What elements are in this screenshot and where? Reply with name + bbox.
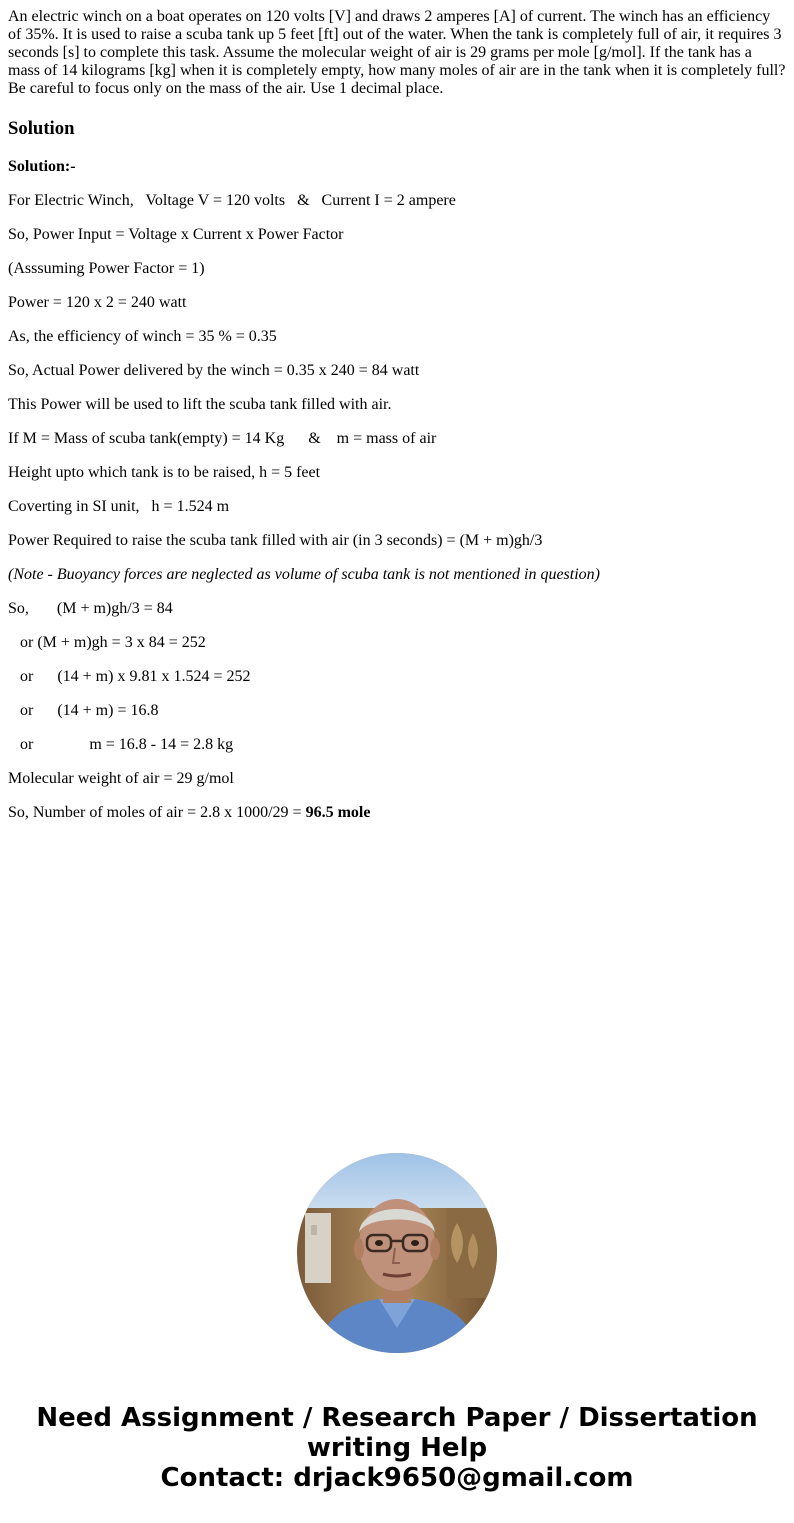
solution-step: If M = Mass of scuba tank(empty) = 14 Kg & m = mass of air: [8, 430, 437, 447]
solution-step: Height upto which tank is to be raised, h = 5 feet: [8, 464, 321, 481]
solution-step: As, the efficiency of winch = 35 % = 0.35: [8, 328, 277, 345]
solution-step: Coverting in SI unit, h = 1.524 m: [8, 498, 230, 515]
solution-label: Solution:-: [8, 158, 76, 175]
avatar-portrait-icon: [297, 1153, 497, 1353]
promo-line: writing Help: [306, 1433, 488, 1463]
promo-banner: [0, 1403, 794, 1493]
solution-step: (Asssuming Power Factor = 1): [8, 260, 205, 277]
solution-step: or m = 16.8 - 14 = 2.8 kg: [8, 736, 234, 753]
buoyancy-note: (Note - Buoyancy forces are neglected as volume of scuba tank is not mentioned in question): [8, 566, 600, 583]
solution-step: Molecular weight of air = 29 g/mol: [8, 770, 234, 787]
solution-step: Power Required to raise the scuba tank filled with air (in 3 seconds) = (M + m)gh/3: [8, 532, 543, 549]
solution-step: So, Actual Power delivered by the winch = 0.35 x 240 = 84 watt: [8, 362, 420, 379]
solution-step: For Electric Winch, Voltage V = 120 volts & Current I = 2 ampere: [8, 192, 456, 209]
final-answer-value: 96.5 mole: [305, 804, 371, 821]
solution-step: This Power will be used to lift the scuba tank filled with air.: [8, 396, 392, 413]
solution-step: or (14 + m) = 16.8: [8, 702, 159, 719]
solution-step: So, Power Input = Voltage x Current x Power Factor: [8, 226, 344, 243]
question-text: An electric winch on a boat operates on 120 volts [V] and draws 2 amperes [A] of current. The winch has an efficiency of 35%. It is used to raise a scuba tank up 5 feet [ft] out of the water. When the tank is completely full of air, it requires 3 seconds [s] to complete this task. Assume the molecular weight of air is 29 grams per mole [g/mol]. If the tank has a mass of 14 kilograms [kg] when it is completely empty, how many moles of air are in the tank when it is completely full? Be careful to focus only on the mass of the air. Use 1 decimal place.: [8, 8, 786, 97]
solution-step: or (M + m)gh = 3 x 84 = 252: [8, 634, 206, 651]
final-answer-line: [8, 804, 786, 822]
final-answer-prefix: So, Number of moles of air = 2.8 x 1000/29 =: [8, 804, 306, 821]
solution-step: Power = 120 x 2 = 240 watt: [8, 294, 187, 311]
solution-heading: Solution: [8, 118, 75, 139]
solution-step: or (14 + m) x 9.81 x 1.524 = 252: [8, 668, 251, 685]
promo-contact: Contact: drjack9650@gmail.com: [160, 1463, 634, 1493]
promo-line: Need Assignment / Research Paper / Dissertation: [36, 1403, 758, 1433]
author-avatar: [297, 1153, 497, 1353]
solution-step: So, (M + m)gh/3 = 84: [8, 600, 173, 617]
